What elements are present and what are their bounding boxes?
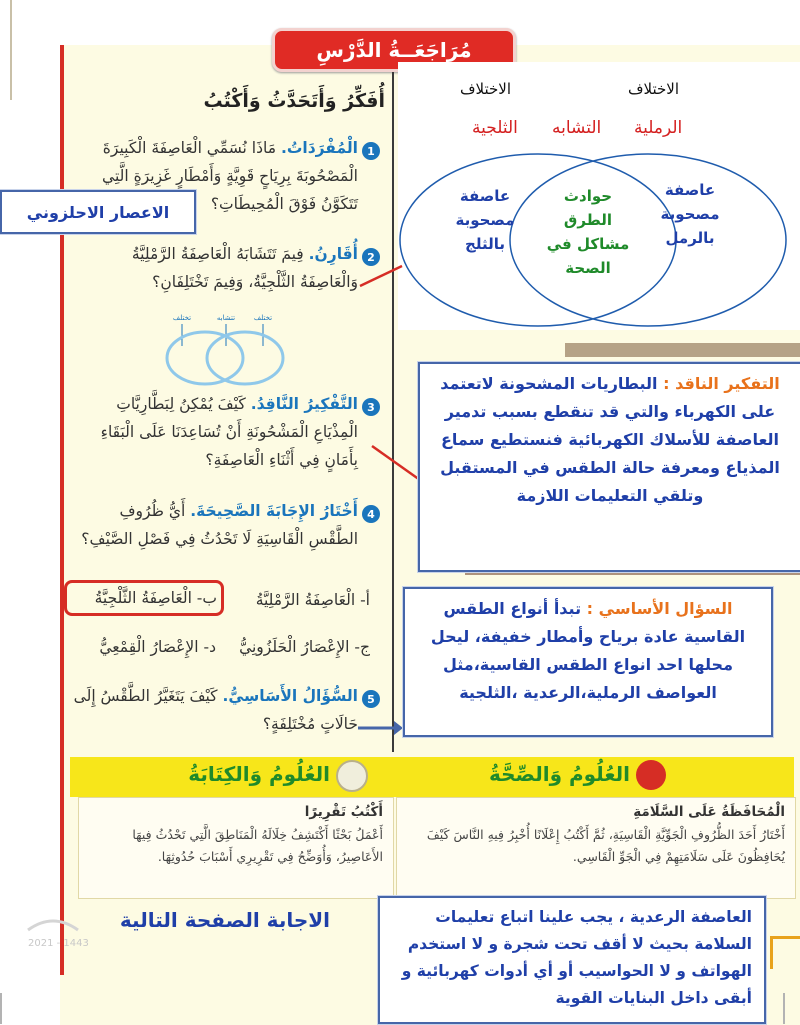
venn-diagram-illustration bbox=[160, 310, 290, 390]
venn-sand-text: عاصفة مصحوبة بالرمل bbox=[660, 181, 720, 247]
essential-question-label: السؤال الأساسي : bbox=[586, 599, 733, 618]
watermark-years: 2021 - 1443 bbox=[28, 938, 89, 949]
choice-c: ج- الإِعْصَارُ الْحَلَزُونِيُّ bbox=[239, 638, 370, 656]
page-corner-mark bbox=[770, 936, 800, 969]
question-number-2: 2 bbox=[362, 248, 380, 266]
science-health-subtitle: الْمُحَافَظَةُ عَلَى السَّلَامَةِ bbox=[633, 804, 785, 820]
venn-small-label-right: تختلف bbox=[253, 314, 273, 322]
essential-question-answer-box bbox=[403, 587, 773, 737]
connector-q3 bbox=[366, 440, 426, 485]
question-4 bbox=[70, 497, 358, 553]
critical-thinking-answer bbox=[420, 364, 800, 516]
venn-head-left: الاختلاف bbox=[460, 80, 512, 98]
question-5-label: السُّؤَالُ الأَسَاسِيُّ. bbox=[222, 687, 358, 705]
connector-q5-arrow bbox=[356, 718, 404, 738]
question-4-text: أَيُّ ظُرُوفِ الطَّقْسِ الْقَاسِيَةِ لَا تَحْدُثُ فِي فَصْلِ الصَّيْفِ؟ bbox=[81, 502, 358, 548]
photo-strip bbox=[565, 343, 800, 357]
lesson-review-banner: مُرَاجَعَــةُ الدَّرْسِ bbox=[272, 28, 516, 72]
next-page-answer-note: الاجابة الصفحة التالية bbox=[119, 908, 330, 932]
science-writing-panel bbox=[78, 797, 394, 899]
venn-label-sand: الرملية bbox=[634, 118, 683, 138]
page-edge-line bbox=[10, 0, 12, 100]
science-writing-text: أَعْمَلُ بَحْثًا أَكْتَشِفُ خِلَالَهُ الْمَنَاطِقَ الَّتِي تَحْدُثُ فِيهَا الأَعَاصِيرُ، وَأُوَضِّحُ فِي تَقْرِيرِي أَسْبَابَ حُدُوثِهَا. bbox=[132, 827, 383, 864]
question-3-text: كَيْفَ يُمْكِنُ لِبَطَّارِيَّاتِ الْمِذْيَاعِ الْمَشْحُونَةِ أَنْ تُسَاعِدَنَا عَلَى الْبَقَاءِ بِأَمَانٍ فِي أَثْنَاءِ الْعَاصِفَةِ؟ bbox=[100, 395, 358, 469]
choice-a: أ- الْعَاصِفَةُ الرَّمْلِيَّةُ bbox=[255, 591, 370, 609]
question-4-label: أَخْتَارُ الإِجَابَةَ الصَّحِيحَةَ. bbox=[190, 502, 358, 520]
page-bottom-mark-left bbox=[0, 993, 2, 1024]
venn-small-label-left: تختلف bbox=[172, 314, 192, 322]
question-2-label: أُقَارِنُ. bbox=[308, 245, 358, 263]
venn-snow-text: عاصفة مصحوبة بالثلج bbox=[455, 187, 515, 253]
critical-thinking-text: البطاريات المشحونة لاتعتمد على الكهرباء والتي قد تنقطع بسبب تدمير العاصفة للأسلاك الكهربائية فنستطيع سماع المذياع ومعرفة حالة الطقس في المستقبل وتلقي التعليمات اللازمة bbox=[440, 374, 780, 505]
question-1-text: مَاذَا نُسَمِّي الْعَاصِفَةَ الْكَبِيرَةَ الْمَصْحُوبَةَ بِرِيَاحٍ قَوِيَّةٍ وَأَمْطَارٍ غَزِيرَةٍ الَّتِي تَتَكَوَّنُ فَوْقَ الْمُحِيطَاتِ؟ bbox=[102, 139, 358, 213]
connector-q2 bbox=[356, 260, 406, 290]
question-number-5: 5 bbox=[362, 690, 380, 708]
science-health-title: العُلُومُ وَالصِّحَّةُ bbox=[488, 762, 630, 786]
question-2-text: فِيمَ تَتَشَابَهُ الْعَاصِفَةُ الرَّمْلِيَّةُ وَالْعَاصِفَةُ الثَّلْجِيَّةُ، وَفِيمَ تَخْتَلِفَانِ؟ bbox=[131, 245, 358, 291]
choice-b-selected: ب- الْعَاصِفَةُ الثَّلْجِيَّةُ bbox=[64, 580, 224, 616]
science-health-panel bbox=[396, 797, 796, 899]
answer-callout-vocab bbox=[0, 190, 196, 234]
answer-vocab-text: الاعصار الاحلزوني bbox=[26, 202, 170, 222]
venn-small-label-middle: تتشابه bbox=[216, 314, 236, 322]
writing-pencil-icon bbox=[336, 760, 368, 792]
question-number-3: 3 bbox=[362, 398, 380, 416]
apple-icon bbox=[636, 760, 666, 790]
critical-thinking-label: التفكير الناقد : bbox=[663, 374, 780, 393]
ministry-watermark-logo bbox=[26, 910, 80, 936]
science-writing-subtitle: أَكْتُبُ تَقْرِيرًا bbox=[304, 804, 383, 820]
question-5 bbox=[70, 682, 358, 738]
science-health-text: أَخْتَارُ أَحَدَ الظُّرُوفِ الْجَوِّيَّةِ الْقَاسِيَةِ، ثُمَّ أَكْتُبُ إِعْلَانًا أُخْبِرُ فِيهِ النَّاسَ كَيْفَ يُحَافِظُونَ عَلَى سَلَامَتِهِمْ فِي الْجَوِّ الْقَاسِي. bbox=[426, 827, 785, 864]
question-number-4: 4 bbox=[362, 505, 380, 523]
question-number-1: 1 bbox=[362, 142, 380, 160]
question-3-label: التَّفْكِيرُ النَّاقِدُ. bbox=[250, 395, 358, 413]
essential-question-answer bbox=[405, 589, 771, 713]
science-writing-title: العُلُومُ وَالكِتَابَةُ bbox=[188, 762, 330, 786]
section-heading: أُفَكِّرُ وَأَتَحَدَّثُ وَأَكْتُبُ bbox=[203, 90, 385, 112]
safety-answer-box bbox=[378, 896, 766, 1024]
essential-question-text: تبدأ أنواع الطقس القاسية عادة برياح وأمطار خفيفة، ليحل محلها احد انواع الطقس القاسية،مثل العواصف الرملية،الرعدية ،الثلجية bbox=[430, 599, 746, 702]
column-divider bbox=[392, 72, 394, 752]
question-2 bbox=[70, 240, 358, 296]
venn-similar-text: حوادث الطرق مشاكل في الصحة bbox=[546, 187, 630, 277]
safety-answer-text: العاصفة الرعدية ، يجب علينا اتباع تعليمات السلامة بحيث لا أقف تحت شجرة و لا استخدم الهواتف و لا الحواسيب أو أي أدوات كهربائية و أبقى داخل البنايات القوية bbox=[401, 908, 752, 1007]
page-bottom-mark-right bbox=[783, 993, 785, 1024]
page-left-rule bbox=[60, 45, 64, 975]
question-3 bbox=[70, 390, 358, 474]
venn-label-snow: الثلجية bbox=[472, 118, 518, 138]
critical-thinking-answer-box bbox=[418, 362, 800, 572]
question-1-label: الْمُفْرَدَاتُ. bbox=[280, 139, 358, 157]
question-5-text: كَيْفَ يَتَغَيَّرُ الطَّقْسُ إِلَى حَالَاتٍ مُخْتَلِفَةٍ؟ bbox=[73, 687, 358, 733]
choice-d: د- الإِعْصَارُ الْقِمْعِيُّ bbox=[99, 638, 216, 656]
venn-head-right: الاختلاف bbox=[628, 80, 680, 98]
venn-label-similar: التشابه bbox=[552, 118, 602, 138]
